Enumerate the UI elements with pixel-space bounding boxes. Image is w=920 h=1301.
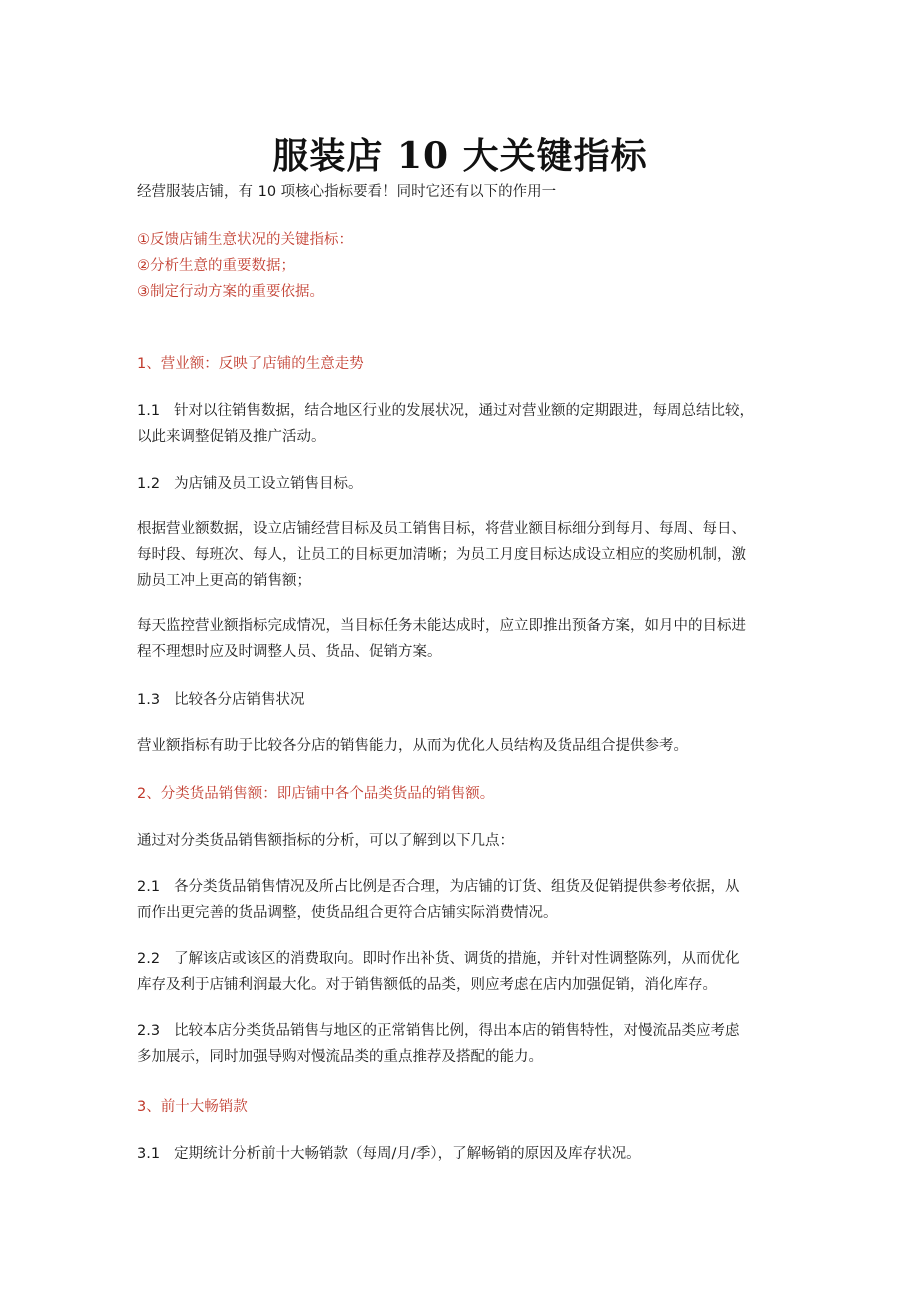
paragraph-targets xyxy=(137,516,797,594)
paragraph-text: 励员工冲上更高的销售额； xyxy=(137,573,311,589)
paragraph-3-1 xyxy=(137,1141,797,1167)
item-number: 1.3 xyxy=(137,692,161,708)
paragraph-2-2 xyxy=(137,946,797,998)
paragraph-text: 比较本店分类货品销售与地区的正常销售比例，得出本店的销售特性，对慢流品类应考虑 xyxy=(174,1023,740,1039)
purpose-item: ③制定行动方案的重要依据。 xyxy=(137,284,324,300)
section-1-heading: 1、营业额：反映了店铺的生意走势 xyxy=(137,356,364,372)
intro-paragraph: 经营服装店铺，有 10 项核心指标要看！同时它还有以下的作用一 xyxy=(137,184,557,200)
paragraph-text: 针对以往销售数据，结合地区行业的发展状况，通过对营业额的定期跟进，每周总结比较， xyxy=(174,403,755,419)
paragraph-text: 了解该店或该区的消费取向。即时作出补货、调货的措施，并针对性调整陈列，从而优化 xyxy=(174,951,740,967)
purpose-list xyxy=(137,227,797,305)
document-title: 服装店 10 大关键指标 xyxy=(272,135,648,178)
paragraph-2-3 xyxy=(137,1018,797,1070)
paragraph-text: 根据营业额数据，设立店铺经营目标及员工销售目标，将营业额目标细分到每月、每周、每日、 xyxy=(137,521,746,537)
section-3-heading: 3、前十大畅销款 xyxy=(137,1099,248,1115)
item-number: 3.1 xyxy=(137,1146,161,1162)
paragraph-2-1 xyxy=(137,874,797,926)
paragraph-text: 以此来调整促销及推广活动。 xyxy=(137,429,326,445)
paragraph-1-3 xyxy=(137,687,797,713)
paragraph-text: 每时段、每班次、每人，让员工的目标更加清晰；为员工月度目标达成设立相应的奖励机制，激 xyxy=(137,547,746,563)
paragraph-text: 多加展示，同时加强导购对慢流品类的重点推荐及搭配的能力。 xyxy=(137,1049,543,1065)
purpose-item: ②分析生意的重要数据； xyxy=(137,258,295,274)
paragraph-text: 为店铺及员工设立销售目标。 xyxy=(174,476,363,492)
paragraph-text: 比较各分店销售状况 xyxy=(174,692,305,708)
purpose-item: ①反馈店铺生意状况的关键指标： xyxy=(137,232,353,248)
item-number: 2.2 xyxy=(137,951,161,967)
item-number: 2.1 xyxy=(137,879,161,895)
paragraph-text: 每天监控营业额指标完成情况，当目标任务未能达成时，应立即推出预备方案，如月中的目标进 xyxy=(137,618,746,634)
paragraph-compare: 营业额指标有助于比较各分店的销售能力，从而为优化人员结构及货品组合提供参考。 xyxy=(137,738,688,754)
paragraph-text: 定期统计分析前十大畅销款（每周/月/季），了解畅销的原因及库存状况。 xyxy=(174,1146,641,1162)
section-2-intro: 通过对分类货品销售额指标的分析，可以了解到以下几点： xyxy=(137,833,514,849)
section-2-heading: 2、分类货品销售额：即店铺中各个品类货品的销售额。 xyxy=(137,786,495,802)
paragraph-text: 库存及利于店铺利润最大化。对于销售额低的品类，则应考虑在店内加强促销，消化库存。 xyxy=(137,977,717,993)
paragraph-text: 而作出更完善的货品调整，使货品组合更符合店铺实际消费情况。 xyxy=(137,905,558,921)
item-number: 1.2 xyxy=(137,476,161,492)
paragraph-1-2 xyxy=(137,471,797,497)
paragraph-text: 各分类货品销售情况及所占比例是否合理，为店铺的订货、组货及促销提供参考依据，从 xyxy=(174,879,740,895)
item-number: 2.3 xyxy=(137,1023,161,1039)
paragraph-text: 程不理想时应及时调整人员、货品、促销方案。 xyxy=(137,644,442,660)
paragraph-1-1 xyxy=(137,398,797,450)
item-number: 1.1 xyxy=(137,403,161,419)
paragraph-monitoring xyxy=(137,613,797,665)
